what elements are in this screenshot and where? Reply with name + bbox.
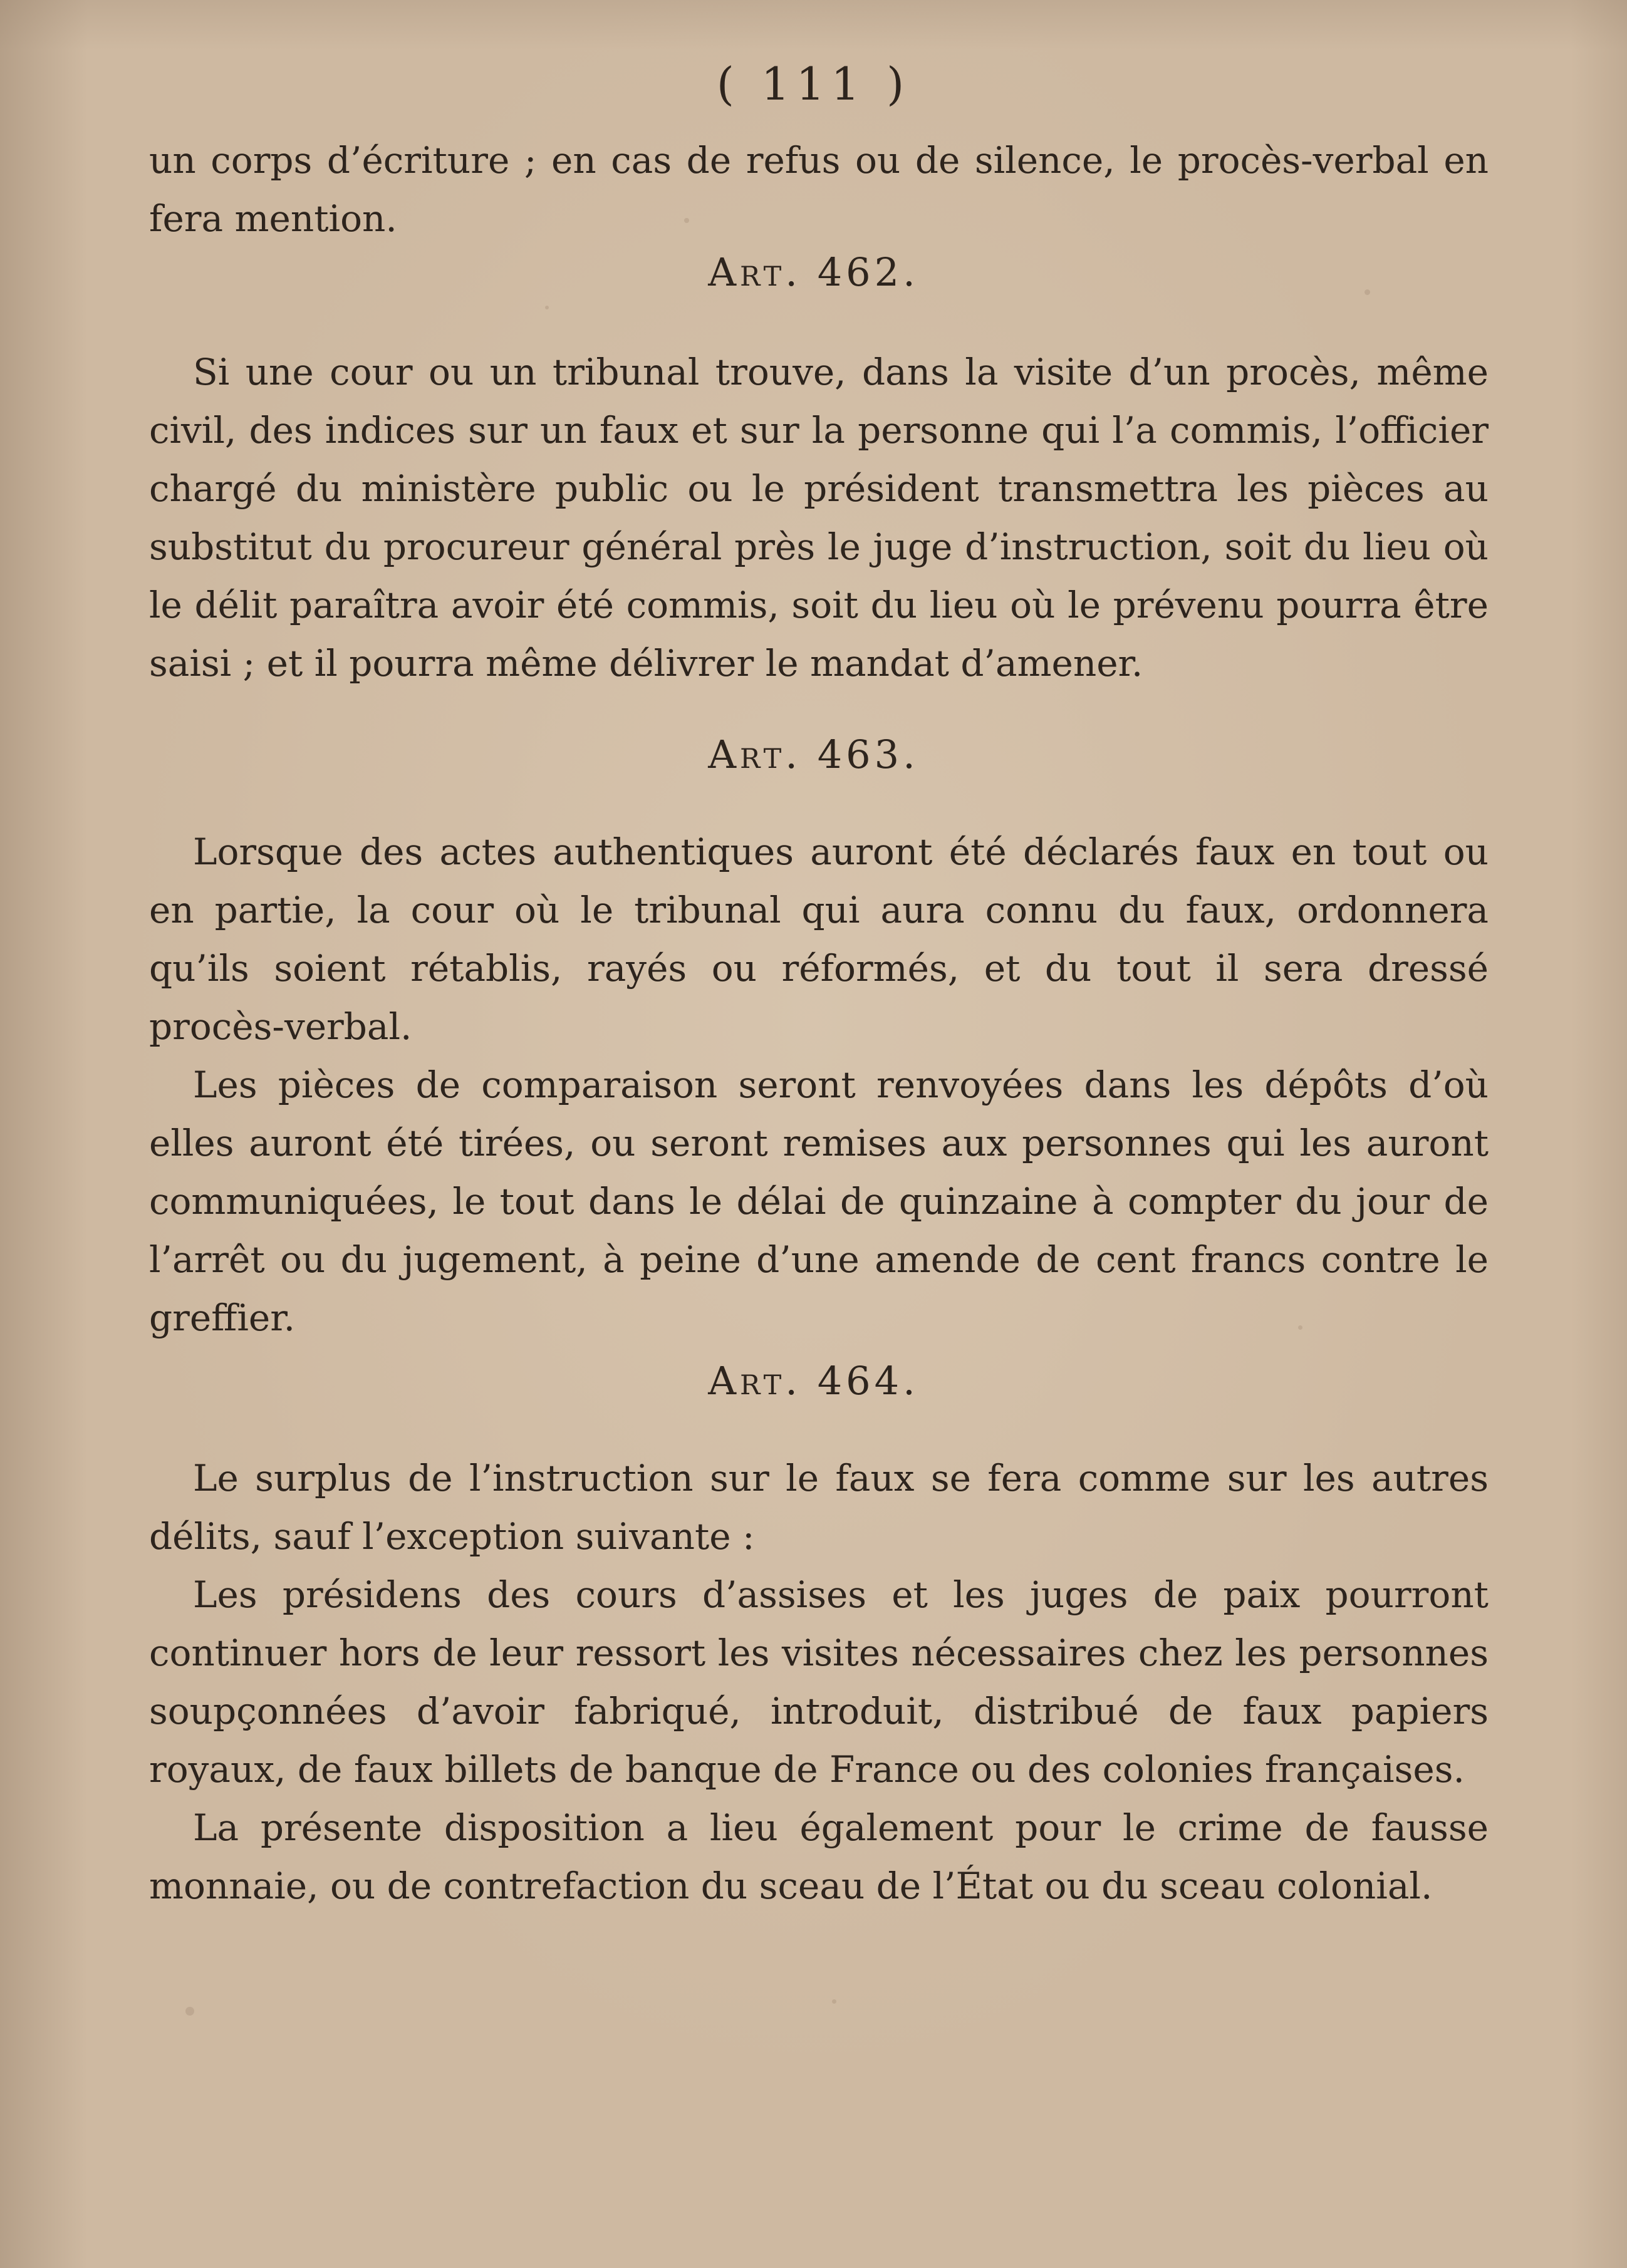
paragraph: Lorsque des actes authentiques auront été déclarés faux en tout ou en partie, la cour où le tribunal qui aura connu du faux, ordonnera qu’ils soient rétablis, rayés ou réformés, et du tout il sera dressé procès-verbal. (149, 831, 1489, 1048)
article-heading (0, 1358, 1627, 1404)
article-label: Art. (708, 732, 802, 777)
paragraph: La présente disposition a lieu également pour le crime de fausse monnaie, ou de contrefaction du sceau de l’État ou du sceau colonial. (149, 1806, 1489, 1907)
text-block (149, 1449, 1489, 1915)
article-number: 463. (817, 732, 919, 777)
paragraph: Si une cour ou un tribunal trouve, dans la visite d’un procès, même civil, des indices sur un faux et sur la personne qui l’a commis, l’officier chargé du ministère public ou le président transmettra les pièces au substitut du procureur général près le juge d’instruction, soit du lieu où le délit paraîtra avoir été commis, soit du lieu où le prévenu pourra être saisi ; et il pourra même délivrer le mandat d’amener. (149, 351, 1489, 685)
paragraph: Les pièces de comparaison seront renvoyées dans les dépôts d’où elles auront été tirées, ou seront remises aux personnes qui les auront communiquées, le tout dans le délai de quinzaine à compter du jour de l’arrêt ou du jugement, à peine d’une amende de cent francs contre le greffier. (149, 1064, 1489, 1339)
text-block (149, 343, 1489, 693)
paragraph: Le surplus de l’instruction sur le faux se fera comme sur les autres délits, sauf l’exception suivante : (149, 1457, 1489, 1558)
paragraph: un corps d’écriture ; en cas de refus ou de silence, le procès-verbal en fera mention. (149, 139, 1489, 240)
article-label: Art. (708, 1358, 802, 1404)
article-heading (0, 732, 1627, 777)
paper-speck (185, 2007, 194, 2016)
paper-speck (832, 1999, 836, 2004)
paper-speck (545, 306, 549, 309)
text-block (149, 823, 1489, 1347)
article-number: 462. (817, 249, 919, 295)
article-heading (0, 249, 1627, 295)
page-number: ( 111 ) (716, 58, 911, 110)
paragraph: Les présidens des cours d’assises et les juges de paix pourront continuer hors de leur ressort les visites nécessaires chez les personnes soupçonnées d’avoir fabriqué, introduit, distribué de faux papiers royaux, de faux billets de banque de France ou des colonies françaises. (149, 1573, 1489, 1791)
article-number: 464. (817, 1358, 919, 1404)
article-label: Art. (708, 249, 802, 295)
text-block (149, 132, 1489, 248)
